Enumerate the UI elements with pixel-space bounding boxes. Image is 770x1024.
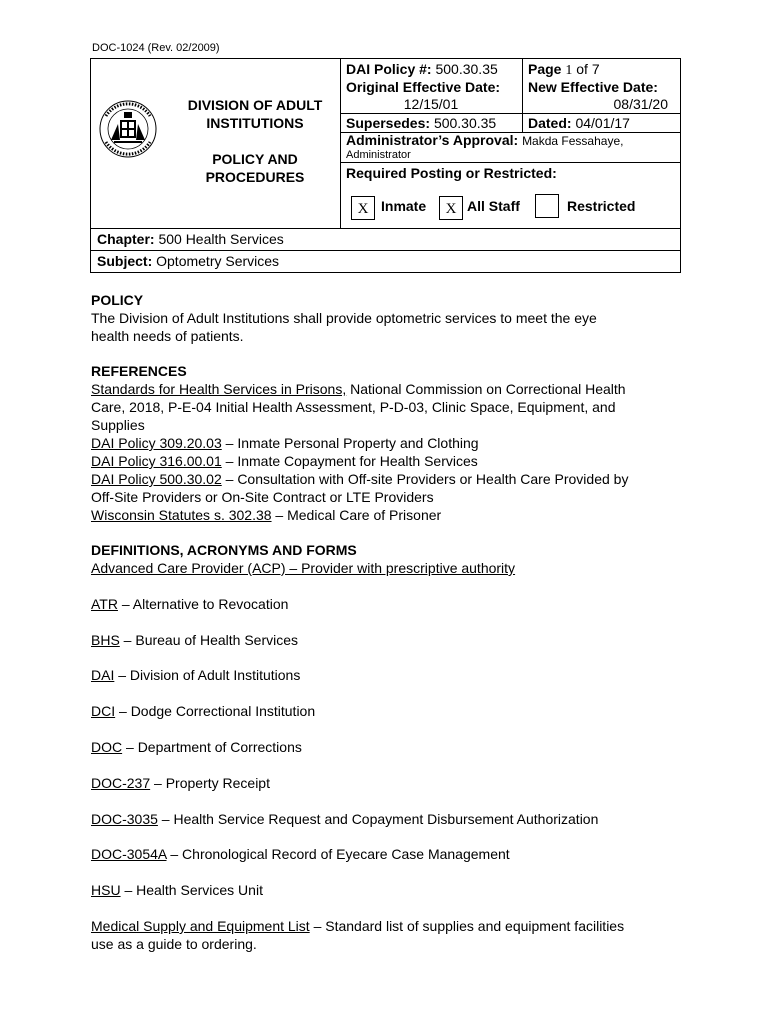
definition-term[interactable]: DOC — [91, 739, 123, 755]
page-field — [528, 61, 600, 79]
doc-type-line-2: PROCEDURES — [205, 169, 305, 185]
definition-desc: – Standard list of supplies and equipment facilities — [309, 918, 625, 934]
supersedes-field — [346, 115, 496, 132]
subject-value: Optometry Services — [156, 253, 280, 269]
state-seal-icon — [98, 96, 158, 162]
dated-field — [528, 115, 630, 132]
references-heading: REFERENCES — [91, 363, 187, 379]
dated-label: Dated: — [528, 115, 572, 131]
original-effective-label: Original Effective Date: — [346, 79, 501, 95]
reference-2-text: – Inmate Personal Property and Clothing — [221, 435, 479, 451]
definition-term[interactable]: DOC-3054A — [91, 846, 167, 862]
definition-medical-supply-list-line-2: use as a guide to ordering. — [91, 936, 257, 952]
definition-term[interactable]: DAI — [91, 667, 115, 683]
reference-4-text-2: Off-Site Providers or On-Site Contract or LTE Providers — [91, 489, 434, 505]
restricted-checkbox[interactable] — [535, 194, 559, 218]
reference-1 — [91, 380, 691, 398]
definition-term[interactable]: Medical Supply and Equipment List — [91, 918, 310, 934]
header-left-border — [90, 58, 91, 273]
definition-desc: – Bureau of Health Services — [119, 632, 299, 648]
reference-5-link[interactable]: Wisconsin Statutes s. 302.38 — [91, 507, 272, 523]
supersedes-value: 500.30.35 — [433, 115, 497, 131]
reference-5-text: – Medical Care of Prisoner — [271, 507, 442, 523]
org-name — [170, 96, 340, 132]
policy-text-line-1: The Division of Adult Institutions shall provide optometric services to meet the eye — [91, 310, 597, 326]
policy-heading: POLICY — [91, 292, 144, 308]
definition-term[interactable]: BHS — [91, 632, 120, 648]
org-line-1: DIVISION OF ADULT — [187, 97, 323, 113]
header-right-border — [680, 58, 681, 273]
reference-1-text-3: Supplies — [91, 417, 145, 433]
chapter-field — [97, 231, 284, 247]
definition-bhs — [91, 631, 691, 649]
definition-acp — [91, 559, 691, 577]
definition-doc-3035 — [91, 810, 691, 828]
definition-desc: – Health Service Request and Copayment Disbursement Authorization — [157, 811, 599, 827]
org-line-2: INSTITUTIONS — [206, 115, 304, 131]
definition-desc: – Dodge Correctional Institution — [115, 703, 316, 719]
definition-term[interactable]: DOC-237 — [91, 775, 151, 791]
reference-4-link[interactable]: DAI Policy 500.30.02 — [91, 471, 222, 487]
definition-doc-3054a — [91, 845, 691, 863]
chapter-value: 500 Health Services — [158, 231, 284, 247]
subject-field — [97, 253, 279, 269]
definition-term[interactable]: DOC-3035 — [91, 811, 158, 827]
reference-1-text: National Commission on Correctional Health — [346, 381, 626, 397]
definition-desc: – Property Receipt — [150, 775, 270, 791]
definition-term[interactable]: DCI — [91, 703, 116, 719]
all-staff-label: All Staff — [467, 198, 520, 214]
dated-value: 04/01/17 — [575, 115, 630, 131]
inmate-label: Inmate — [381, 198, 427, 214]
doc-type-line-1: POLICY AND — [212, 151, 298, 167]
definition-doc-237 — [91, 774, 691, 792]
definition-term[interactable]: ATR — [91, 596, 118, 612]
posting-label: Required Posting or Restricted: — [346, 165, 557, 181]
approval-title: Administrator — [346, 149, 411, 161]
policy-text-line-2: health needs of patients. — [91, 328, 244, 344]
definition-desc: – Department of Corrections — [122, 739, 302, 755]
reference-3 — [91, 452, 691, 470]
definitions-heading: DEFINITIONS, ACRONYMS AND FORMS — [91, 542, 357, 558]
original-effective-date: 12/15/01 — [403, 96, 459, 112]
policy-section — [91, 291, 691, 345]
reference-4 — [91, 470, 691, 488]
chapter-bottom-rule — [90, 250, 680, 251]
definition-term[interactable]: HSU — [91, 882, 121, 898]
header-top-border — [90, 58, 680, 59]
all-staff-checkbox[interactable]: X — [439, 196, 463, 220]
reference-3-link[interactable]: DAI Policy 316.00.01 — [91, 453, 222, 469]
approval-label: Administrator’s Approval: — [346, 132, 519, 148]
chapter-label: Chapter: — [97, 231, 155, 247]
header-bottom-border — [90, 272, 680, 273]
supersedes-label: Supersedes: — [346, 115, 431, 131]
approval-name: Makda Fessahaye, — [522, 134, 624, 148]
policy-number-value: 500.30.35 — [435, 61, 498, 77]
restricted-label: Restricted — [567, 198, 636, 214]
reference-1-text-2: Care, 2018, P-E-04 Initial Health Assessment, P-D-03, Clinic Space, Equipment, and — [91, 399, 616, 415]
definition-dai — [91, 666, 691, 684]
policy-number-field — [346, 61, 498, 78]
references-section — [91, 362, 691, 524]
form-number: DOC-1024 (Rev. 02/2009) — [92, 42, 220, 54]
reference-1-link[interactable]: Standards for Health Services in Prisons, — [91, 381, 347, 397]
definition-dci — [91, 702, 691, 720]
new-effective-date: 08/31/20 — [613, 96, 668, 112]
definition-term[interactable]: Advanced Care Provider (ACP) – Provider with prescriptive authority — [91, 560, 516, 576]
header-column-divider — [340, 58, 341, 228]
reference-5 — [91, 506, 691, 524]
subject-label: Subject: — [97, 253, 153, 269]
page-label: Page — [528, 61, 562, 77]
definition-desc: – Health Services Unit — [120, 882, 263, 898]
chapter-top-rule — [90, 228, 680, 229]
definition-doc — [91, 738, 691, 756]
reference-3-text: – Inmate Copayment for Health Services — [221, 453, 478, 469]
new-effective-label: New Effective Date: — [528, 79, 658, 95]
definition-medical-supply-list — [91, 917, 691, 935]
definition-desc: – Chronological Record of Eyecare Case Management — [166, 846, 510, 862]
reference-2 — [91, 434, 691, 452]
header-mid-divider — [522, 58, 523, 132]
inmate-checkbox[interactable]: X — [351, 196, 375, 220]
doc-type — [170, 150, 340, 186]
reference-2-link[interactable]: DAI Policy 309.20.03 — [91, 435, 222, 451]
page-total: 7 — [591, 61, 600, 77]
header-rule-1 — [340, 113, 680, 114]
definition-desc: – Division of Adult Institutions — [114, 667, 301, 683]
reference-4-text: – Consultation with Off-site Providers or Health Care Provided by — [221, 471, 629, 487]
definition-atr — [91, 595, 691, 613]
definition-hsu — [91, 881, 691, 899]
page-current: 1 — [565, 63, 573, 78]
policy-number-label: DAI Policy #: — [346, 61, 432, 77]
page-of: of — [576, 61, 588, 77]
definition-desc: – Alternative to Revocation — [117, 596, 289, 612]
